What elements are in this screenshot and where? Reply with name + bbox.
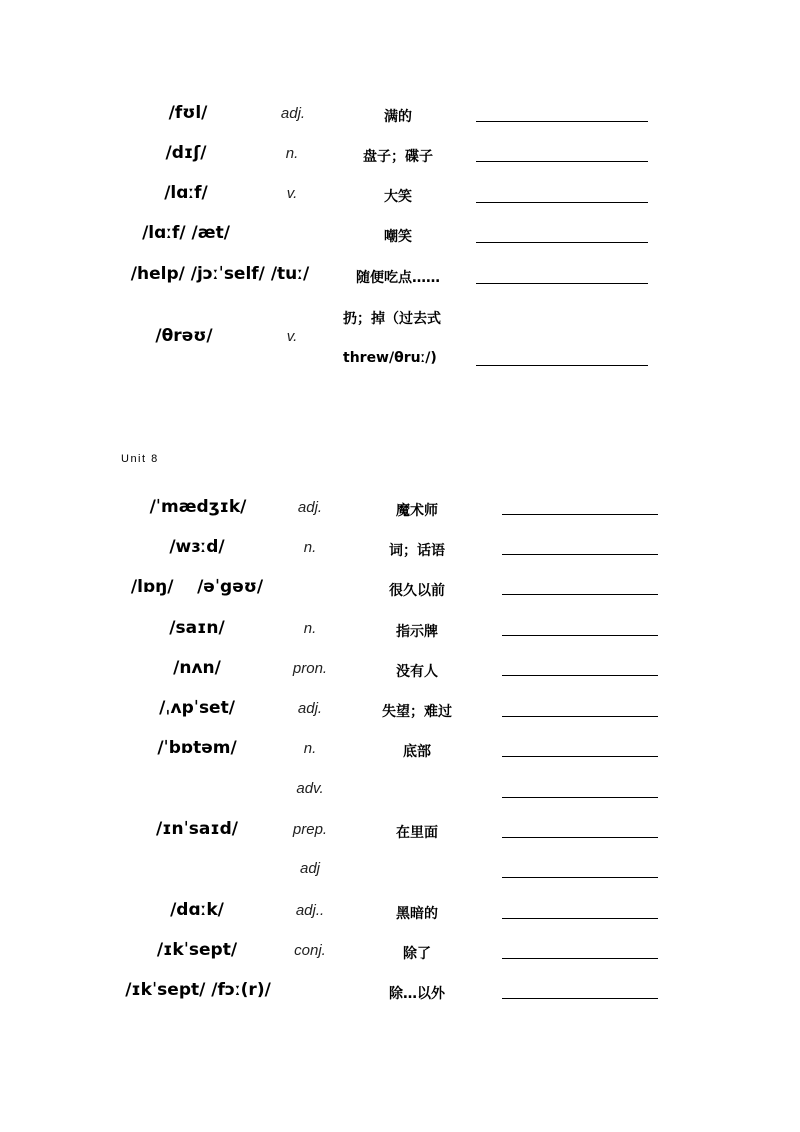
meaning: 魔术师 — [396, 503, 438, 519]
vocab-row — [0, 648, 800, 688]
meaning: 除了 — [403, 946, 431, 962]
vocab-row — [0, 728, 800, 768]
part-of-speech: adj.. — [295, 902, 325, 919]
answer-blank[interactable] — [502, 998, 658, 999]
phonetic: /wɜːd/ — [169, 537, 225, 557]
answer-blank[interactable] — [476, 202, 648, 203]
vocab-row — [0, 809, 800, 849]
answer-blank[interactable] — [476, 161, 648, 162]
meaning: 满的 — [384, 109, 412, 125]
answer-blank[interactable] — [502, 635, 658, 636]
phonetic: /dɪʃ/ — [165, 143, 207, 163]
answer-blank[interactable] — [502, 675, 658, 676]
part-of-speech: prep. — [292, 821, 328, 838]
meaning: 底部 — [403, 744, 431, 760]
answer-blank[interactable] — [502, 594, 658, 595]
meaning: 随便吃点…… — [356, 270, 440, 286]
meaning: 盘子；碟子 — [363, 149, 433, 165]
vocab-row — [0, 930, 800, 970]
vocab-row — [0, 769, 800, 809]
part-of-speech: adj — [299, 860, 321, 877]
meaning: 大笑 — [384, 189, 412, 205]
phonetic: /ˌʌpˈset/ — [159, 698, 235, 718]
meaning-line-2: threw/θruː/) — [343, 350, 437, 366]
phonetic: /saɪn/ — [169, 618, 225, 638]
meaning: 词；话语 — [389, 543, 445, 559]
vocab-row — [0, 849, 800, 889]
vocab-row — [0, 970, 800, 1010]
phonetic: /ɪnˈsaɪd/ — [155, 819, 239, 839]
phonetic: /dɑːk/ — [170, 900, 224, 920]
phonetic: /lɑːf/ — [164, 183, 208, 203]
answer-blank[interactable] — [502, 837, 658, 838]
vocab-row — [0, 567, 800, 607]
phonetic: /fʊl/ — [168, 103, 208, 123]
vocab-row — [0, 95, 800, 135]
answer-blank[interactable] — [476, 365, 648, 366]
meaning: 在里面 — [396, 825, 438, 841]
answer-blank[interactable] — [502, 918, 658, 919]
vocab-row — [0, 890, 800, 930]
answer-blank[interactable] — [476, 283, 648, 284]
answer-blank[interactable] — [502, 877, 658, 878]
meaning: 黑暗的 — [396, 906, 438, 922]
vocab-row — [0, 298, 800, 378]
part-of-speech: n. — [303, 740, 317, 757]
meaning-line-1: 扔；掉（过去式 — [343, 311, 441, 327]
vocab-row — [0, 215, 800, 255]
part-of-speech: v. — [286, 328, 298, 345]
answer-blank[interactable] — [502, 756, 658, 757]
answer-blank[interactable] — [502, 958, 658, 959]
part-of-speech: adj. — [297, 700, 323, 717]
phonetic: /lɒŋ/ /əˈgəʊ/ — [130, 577, 264, 597]
phonetic: /ɪkˈsept/ — [156, 940, 238, 960]
meaning: 失望；难过 — [382, 704, 452, 720]
part-of-speech: adj. — [297, 499, 323, 516]
vocab-row — [0, 527, 800, 567]
part-of-speech: n. — [285, 145, 299, 162]
meaning: 很久以前 — [389, 583, 445, 599]
vocab-row — [0, 175, 800, 215]
answer-blank[interactable] — [502, 554, 658, 555]
part-of-speech: n. — [303, 620, 317, 637]
phonetic: /lɑːf/ /æt/ — [142, 223, 230, 243]
part-of-speech: conj. — [294, 942, 326, 959]
part-of-speech: adj. — [280, 105, 306, 122]
vocab-row — [0, 607, 800, 647]
answer-blank[interactable] — [476, 121, 648, 122]
answer-blank[interactable] — [476, 242, 648, 243]
meaning: 嘲笑 — [384, 229, 412, 245]
answer-blank[interactable] — [502, 514, 658, 515]
meaning: 指示牌 — [396, 624, 438, 640]
meaning: 没有人 — [396, 664, 438, 680]
unit-heading: Unit 8 — [121, 453, 159, 465]
meaning: 除…以外 — [389, 986, 445, 1002]
vocab-row — [0, 688, 800, 728]
phonetic: /ˈbɒtəm/ — [157, 738, 237, 758]
vocab-row — [0, 487, 800, 527]
phonetic: /ɪkˈsept/ /fɔː(r)/ — [125, 980, 271, 1000]
part-of-speech: adv. — [296, 780, 324, 797]
phonetic: /θrəʊ/ — [155, 326, 213, 346]
part-of-speech: v. — [286, 185, 298, 202]
part-of-speech: n. — [303, 539, 317, 556]
part-of-speech: pron. — [292, 660, 328, 677]
answer-blank[interactable] — [502, 716, 658, 717]
vocab-row — [0, 135, 800, 175]
phonetic: /ˈmædʒɪk/ — [149, 497, 247, 517]
vocab-row — [0, 256, 800, 296]
answer-blank[interactable] — [502, 797, 658, 798]
phonetic: /nʌn/ — [173, 658, 221, 678]
phonetic: /help/ /jɔːˈself/ /tuː/ — [130, 264, 310, 284]
